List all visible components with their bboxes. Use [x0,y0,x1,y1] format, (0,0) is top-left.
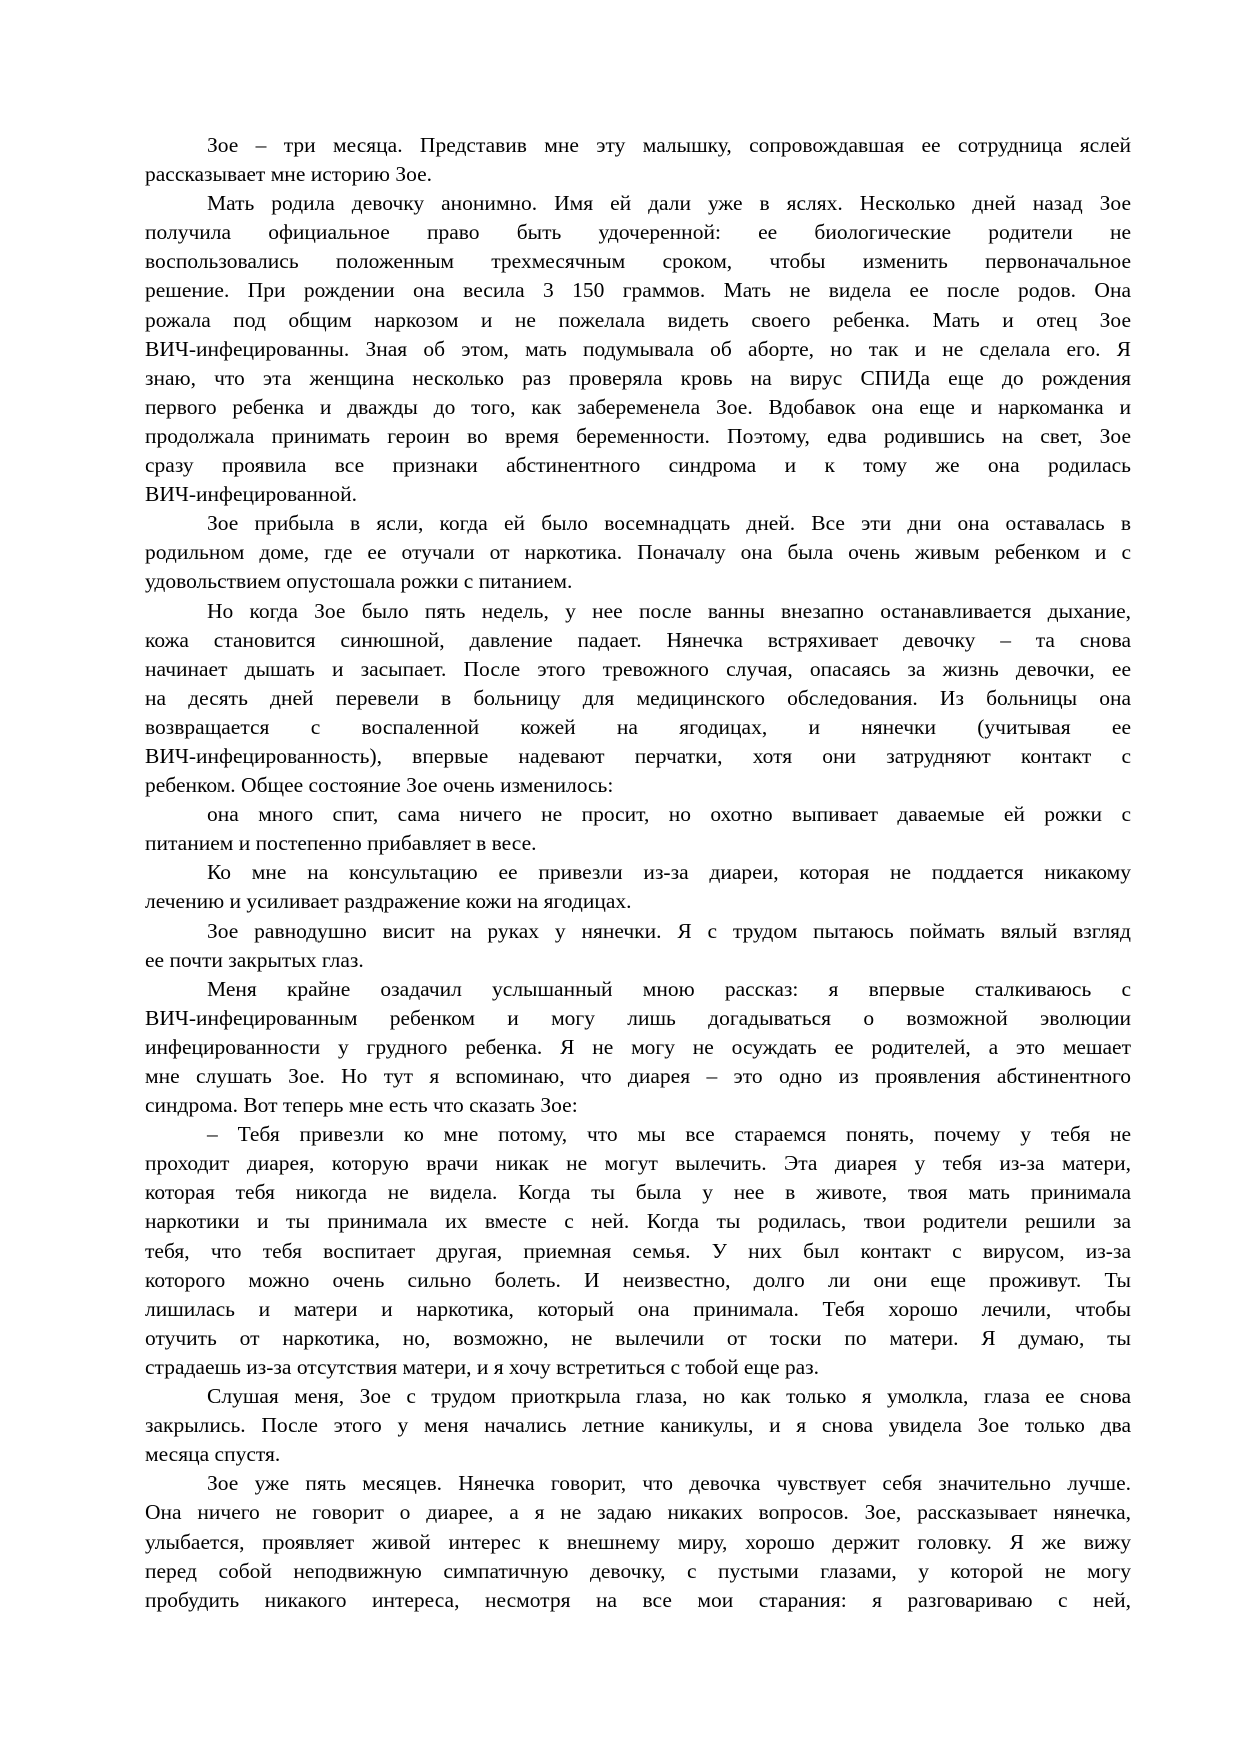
text-line: пробудить никакого интереса, несмотря на все мои старания: я разговариваю с ней, [145,1587,1131,1612]
text-line: ВИЧ-инфецированны. Зная об этом, мать подумывала об аборте, но так и не сделала его. Я [145,336,1131,361]
text-line: решение. При рождении она весила 3 150 граммов. Мать не видела ее после родов. Она [145,278,1131,303]
text-line: инфецированности у грудного ребенка. Я не могу не осуждать ее родителей, а это мешает [145,1034,1131,1059]
text-line: лишилась и матери и наркотика, который она принимала. Тебя хорошо лечили, чтобы [145,1296,1131,1321]
text-line: ее почти закрытых глаз. [145,947,364,972]
text-line: Зое равнодушно висит на руках у нянечки. Я с трудом пытаюсь поймать вялый взгляд [207,918,1131,943]
text-line: перед собой неподвижную симпатичную девочку, с пустыми глазами, у которой не могу [145,1558,1131,1583]
paragraph [145,1469,1131,1614]
text-line: проходит диарея, которую врачи никак не могут вылечить. Эта диарея у тебя из-за матери, [145,1151,1131,1176]
paragraph [145,189,1131,509]
paragraph [145,509,1131,596]
text-line: начинает дышать и засыпает. После этого тревожного случая, опасаясь за жизнь девочки, ее [145,656,1131,681]
text-line: рожала под общим наркозом и не пожелала видеть своего ребенка. Мать и отец Зое [145,307,1131,332]
text-line: мне слушать Зое. Но тут я вспоминаю, что диарея – это одно из проявления абстинентного [145,1064,1131,1088]
text-line: воспользовались положенным трехмесячным сроком, чтобы изменить первоначальное [145,249,1131,274]
paragraph [145,1120,1131,1382]
text-line: страдаешь из-за отсутствия матери, и я хочу встретиться с тобой еще раз. [145,1354,820,1379]
text-line: Зое прибыла в ясли, когда ей было восемнадцать дней. Все эти дни она оставалась в [207,511,1131,536]
paragraph [145,131,1131,189]
paragraph [145,800,1131,858]
paragraph [145,1382,1131,1469]
text-line: на десять дней перевели в больницу для медицинского обследования. Из больницы она [145,685,1131,710]
text-line: возвращается с воспаленной кожей на ягодицах, и нянечки (учитывая ее [145,714,1131,739]
text-line: продолжала принимать героин во время беременности. Поэтому, едва родившись на свет, Зое [145,423,1131,448]
text-line: Она ничего не говорит о диарее, а я не задаю никаких вопросов. Зое, рассказывает нянечка, [145,1500,1131,1525]
text-line: рассказывает мне историю Зое. [145,162,433,187]
text-line: наркотики и ты принимала их вместе с ней. Когда ты родилась, твои родители решили за [145,1209,1131,1234]
text-line: ВИЧ-инфецированность), впервые надевают перчатки, хотя они затрудняют контакт с [145,743,1131,768]
text-line: сразу проявила все признаки абстинентного синдрома и к тому же она родилась [145,453,1131,478]
text-line: питанием и постепенно прибавляет в весе. [145,831,537,856]
text-line: Зое уже пять месяцев. Нянечка говорит, что девочка чувствует себя значительно лучше. [207,1471,1131,1496]
text-line: Мать родила девочку анонимно. Имя ей дали уже в яслях. Несколько дней назад Зое [207,191,1131,216]
text-line: улыбается, проявляет живой интерес к внешнему миру, хорошо держит головку. Я же вижу [145,1529,1131,1554]
text-line: кожа становится синюшной, давление падает. Нянечка встряхивает девочку – та снова [145,627,1131,652]
paragraph [145,917,1131,975]
text-line: Но когда Зое было пять недель, у нее после ванны внезапно останавливается дыхание, [207,598,1131,623]
text-line: лечению и усиливает раздражение кожи на ягодицах. [145,889,632,914]
text-line: первого ребенка и дважды до того, как забеременела Зое. Вдобавок она еще и наркоманка и [145,394,1131,419]
text-line: – Тебя привезли ко мне потому, что мы все стараемся понять, почему у тебя не [207,1122,1131,1147]
text-line: ВИЧ-инфецированным ребенком и могу лишь догадываться о возможной эволюции [145,1005,1131,1030]
body-text [145,131,1131,1615]
text-line: тебя, что тебя воспитает другая, приемная семья. У них был контакт с вирусом, из-за [145,1238,1131,1263]
text-line: удовольствием опустошала рожки с питанием. [145,569,573,594]
paragraph [145,597,1131,801]
text-line: она много спит, сама ничего не просит, но охотно выпивает даваемые ей рожки с [207,802,1131,827]
paragraph [145,975,1131,1120]
text-line: Ко мне на консультацию ее привезли из-за диареи, которая не поддается никакому [207,860,1131,885]
text-line: получила официальное право быть удочеренной: ее биологические родители не [145,220,1131,245]
text-line: родильном доме, где ее отучали от наркотика. Поначалу она была очень живым ребенком и с [145,540,1131,565]
text-line: которая тебя никогда не видела. Когда ты была у нее в животе, твоя мать принимала [145,1180,1131,1205]
text-line: Слушая меня, Зое с трудом приоткрыла глаза, но как только я умолкла, глаза ее снова [207,1384,1131,1409]
text-line: закрылись. После этого у меня начались летние каникулы, и я снова увидела Зое только два [145,1413,1131,1438]
text-line: ВИЧ-инфецированной. [145,482,358,507]
text-line: ребенком. Общее состояние Зое очень изменилось: [145,773,614,798]
text-line: знаю, что эта женщина несколько раз проверяла кровь на вирус СПИДа еще до рождения [145,365,1131,390]
text-line: месяца спустя. [145,1442,281,1467]
text-line: Меня крайне озадачил услышанный мною рассказ: я впервые сталкиваюсь с [207,976,1131,1001]
paragraph [145,858,1131,916]
text-line: которого можно очень сильно болеть. И неизвестно, долго ли они еще проживут. Ты [145,1267,1131,1292]
text-line: Зое – три месяца. Представив мне эту малышку, сопровождавшая ее сотрудница яслей [207,133,1131,157]
text-line: синдрома. Вот теперь мне есть что сказать Зое: [145,1093,578,1118]
text-line: отучить от наркотика, но, возможно, не вылечили от тоски по матери. Я думаю, ты [145,1325,1131,1350]
